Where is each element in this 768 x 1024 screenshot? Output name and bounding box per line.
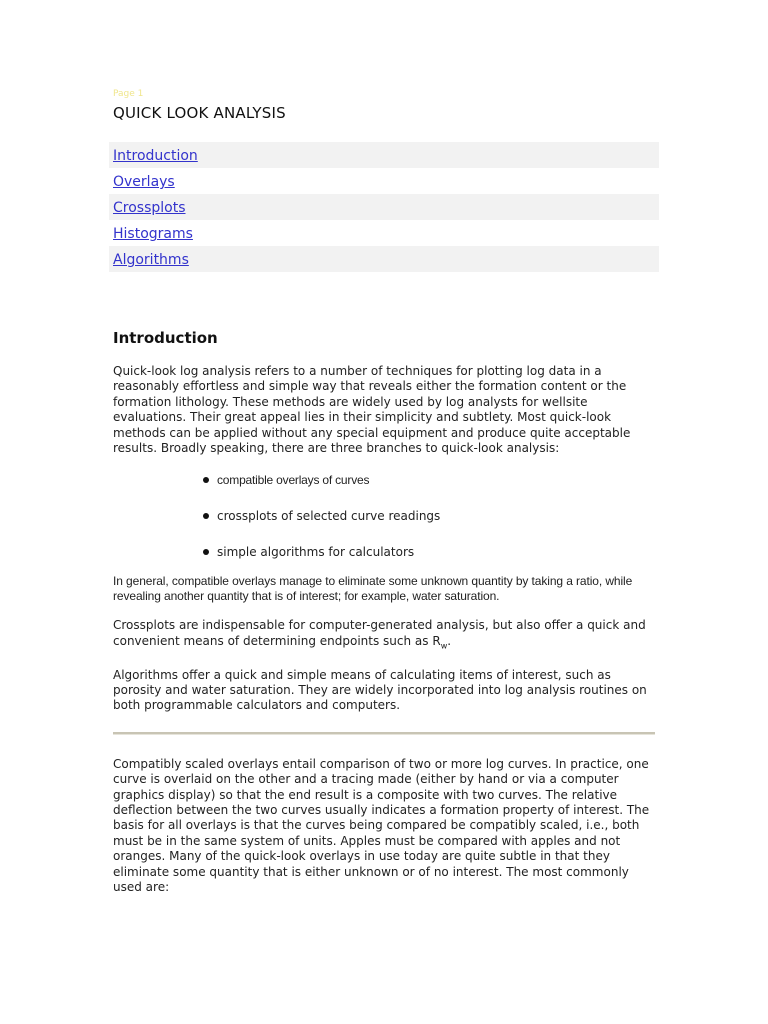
toc-link-crossplots[interactable]: Crossplots	[113, 200, 186, 216]
toc-link-introduction[interactable]: Introduction	[113, 148, 198, 164]
bullet-icon	[203, 549, 209, 555]
toc-row-overlays	[109, 168, 659, 194]
toc-link-algorithms[interactable]: Algorithms	[113, 252, 189, 268]
list-item-text: compatible overlays of curves	[217, 473, 370, 488]
toc-row-introduction	[109, 142, 659, 168]
list-item-text: crossplots of selected curve readings	[217, 509, 441, 524]
list-item-text: simple algorithms for calculators	[217, 545, 415, 560]
list-item	[203, 508, 659, 544]
document-page	[113, 88, 659, 896]
crossplots-summary-end: .	[447, 633, 452, 648]
toc-link-histograms[interactable]: Histograms	[113, 226, 193, 242]
toc-row-crossplots	[109, 194, 659, 220]
bullet-icon	[203, 477, 209, 483]
intro-paragraph: Quick-look log analysis refers to a number of techniques for plotting log data in a reasonably effortless and simple way that reveals either the formation content or the formation lithology. These methods are widely used by log analysts for wellsite evaluations. Their great appeal lies in their simplicity and subtlety. Most quick-look methods can be applied without any special equipment and produce quite acceptable results. Broadly speaking, there are three branches to quick-look analysis:	[113, 364, 631, 456]
overlays-summary-paragraph: In general, compatible overlays manage to eliminate some unknown quantity by taking a ratio, while revealing another quantity that is of interest; for example, water saturation.	[113, 574, 633, 604]
page-label: Page 1	[113, 89, 144, 99]
toc-row-algorithms	[109, 246, 659, 272]
crossplots-summary-text: Crossplots are indispensable for computer-generated analysis, but also offer a quick and convenient means of determining endpoints such as R	[113, 618, 646, 648]
list-item	[203, 472, 659, 508]
toc-row-histograms	[109, 220, 659, 246]
algorithms-summary-paragraph: Algorithms offer a quick and simple means of calculating items of interest, such as porosity and water saturation. They are widely incorporated into log analysis routines on both programmable calculators and computers.	[113, 667, 647, 713]
section-heading-introduction: Introduction	[113, 329, 218, 347]
crossplots-summary-paragraph	[113, 618, 659, 653]
section-divider	[113, 732, 655, 735]
branches-list	[113, 472, 659, 580]
toc-link-overlays[interactable]: Overlays	[113, 174, 175, 190]
overlays-paragraph: Compatibly scaled overlays entail comparison of two or more log curves. In practice, one curve is overlaid on the other and a tracing made (either by hand or via a computer graphics display) so that the end result is a composite with two curves. The relative deflection between the two curves usually indicates a formation property of interest. The basis for all overlays is that the curves being compared be compatibly scaled, i.e., both must be in the same system of units. Apples must be compared with apples and not oranges. Many of the quick-look overlays in use today are quite subtle in that they eliminate some quantity that is either unknown or of no interest. The most commonly used are:	[113, 756, 650, 895]
rw-subscript: w	[440, 641, 448, 651]
table-of-contents	[109, 142, 659, 272]
bullet-icon	[203, 513, 209, 519]
page-title: QUICK LOOK ANALYSIS	[113, 104, 286, 122]
list-item	[203, 544, 659, 580]
